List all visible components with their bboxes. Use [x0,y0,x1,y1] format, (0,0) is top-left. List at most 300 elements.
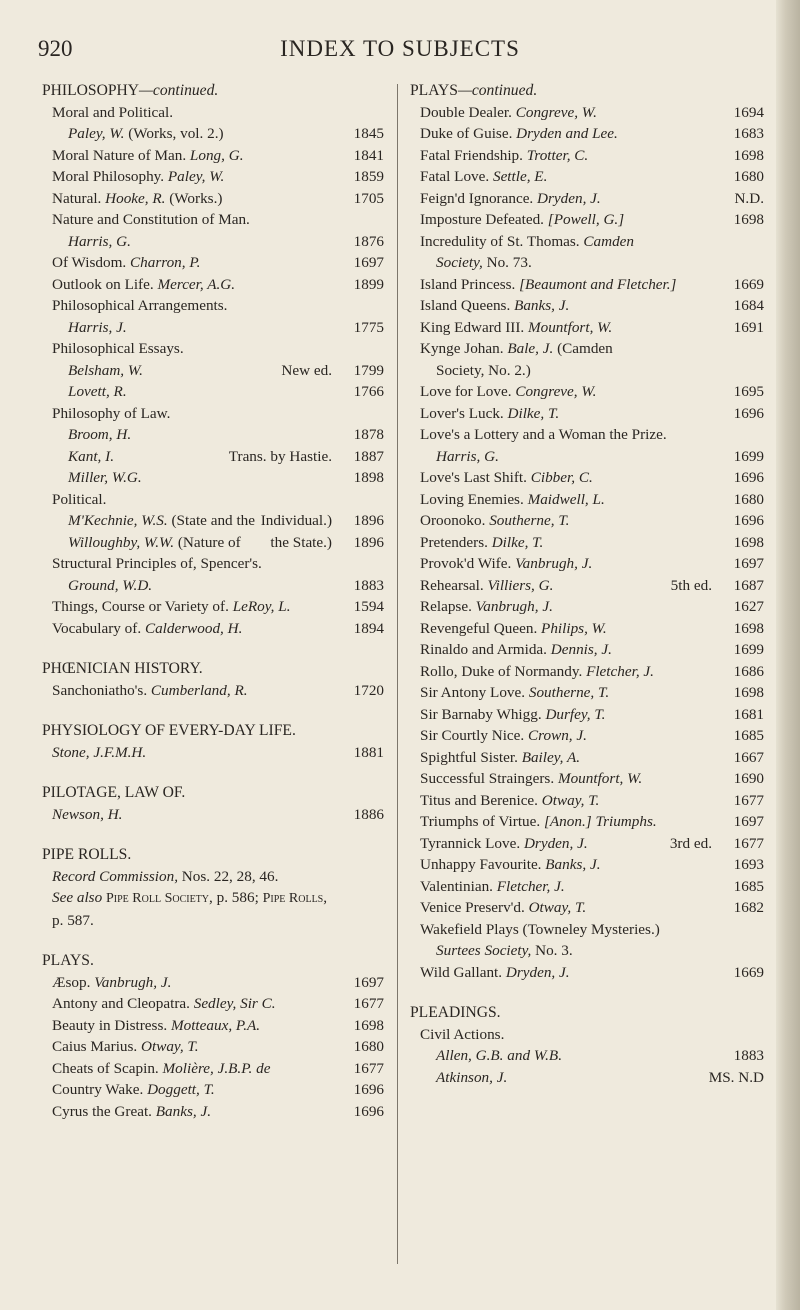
section-heading-pipe-rolls: PIPE ROLLS. [42,846,132,863]
index-entry [410,102,764,124]
entry-date: 1886 [353,805,384,823]
entry-note: (Works, vol. 2.) [124,125,224,142]
index-entry [42,510,384,532]
entry-date: 1669 [733,275,764,293]
entries-plays [42,972,384,1123]
index-entry [42,274,384,296]
entry-author: [Beaumont and Fletcher.] [519,275,677,293]
index-entry [42,972,384,994]
entry-author: Cumberland, R. [150,681,248,699]
index-entry [42,532,384,554]
entry-title: Oroonoko. [420,512,490,529]
entry-title: King Edward III. [420,318,528,336]
entry-date: 1698 [733,684,764,701]
entry-author: Congreve, W. [515,383,597,400]
entry-date: 1667 [733,748,764,766]
index-entry [410,532,764,554]
entry-author: Otway, T. [541,791,600,809]
entry-date: 1878 [353,426,384,443]
entry-note: (Works.) [165,189,223,207]
entry-author: Broom, H. [68,426,132,443]
entry-author: Philips, W. [541,619,607,637]
index-entry [42,742,384,764]
entry-title: Triumphs of Virtue. [420,813,544,830]
entry-title: Lover's Luck. [420,404,508,422]
entry-title: Beauty in Distress. [52,1016,171,1034]
entry-title: Spightful Sister. [420,748,522,766]
section-heading-phoenician-history: PHŒNICIAN HISTORY. [42,660,203,677]
entry-title: Island Princess. [420,275,520,293]
index-entry [410,682,764,704]
entry-date: 1697 [353,254,384,271]
entry-note: the State.) [270,533,332,551]
entry-author: Camden [583,232,635,250]
entry-author: Dilke, T. [491,533,544,551]
index-entry [42,1058,384,1080]
entry-date: 1705 [353,189,384,207]
entry-title: Pretenders. [420,533,492,551]
entry-title: Philosophical Essays. [52,340,184,357]
index-entry [42,252,384,274]
entries-pleadings [410,1024,764,1089]
entry-title: Rollo, Duke of Normandy. [420,662,587,680]
entry-author: [Anon.] Triumphs. [543,813,657,830]
entry-title: Tyrannick Love. [420,834,524,852]
entry-title: Feign'd Ignorance. [420,189,538,207]
entry-title: Nature and Constitution of Man. [52,211,250,228]
entry-title: Provok'd Wife. [420,555,516,572]
left-column [42,80,384,1122]
entry-date: 1687 [733,576,764,594]
entry-date: 1696 [733,469,764,486]
entry-author: Belsham, W. [68,361,143,379]
entry-date: 1696 [353,1081,384,1098]
index-entry [42,993,384,1015]
entry-date: 1775 [353,318,384,336]
index-entry [410,446,764,468]
index-entry [410,403,764,425]
entry-author: Mercer, A.G. [157,275,236,293]
index-entry [410,489,764,511]
entry-author: Harris, G. [68,232,131,250]
entry-date: 1690 [733,770,764,787]
entry-author: Dryden, J. [537,189,601,207]
entry-date: 1694 [733,103,764,121]
entry-date: 1693 [733,856,764,873]
entry-author: Mountfort, W. [557,770,643,787]
entry-author: Sedley, Sir C. [193,995,276,1012]
index-entry [42,403,384,425]
index-entry [42,295,384,317]
entry-author: Dryden and Lee. [516,125,618,142]
entry-date: 1686 [733,662,764,680]
entry-title: Sanchoniatho's. [52,681,151,699]
entry-title: Philosophical Arrangements. [52,297,228,314]
entry-author: Doggett, T. [147,1081,215,1098]
index-entry [410,188,764,210]
entry-author: Dryden, J. [523,834,588,852]
entry-author: M'Kechnie, W.S. [68,512,168,529]
book-binding-edge [776,0,800,1310]
entry-date: 1841 [353,146,384,164]
entry-author: Bailey, A. [521,748,581,766]
entry-title: Natural. [52,189,106,207]
entry-title: Venice Preserv'd. [420,899,529,916]
index-entry [42,231,384,253]
entry-title: Loving Enemies. [420,490,528,508]
index-entry [42,102,384,124]
entry-date: 1698 [733,533,764,551]
entry-date: 1799 [353,361,384,379]
index-entry [410,747,764,769]
entry-title: Valentinian. [420,877,497,895]
index-entry [410,145,764,167]
index-entry [410,1045,764,1067]
entry-date: 1698 [733,619,764,637]
entry-note: No. 3. [531,942,573,959]
entry-date: 1677 [733,791,764,809]
entry-title: Imposture Defeated. [420,211,548,228]
entry-author: Vanbrugh, J. [515,555,593,572]
entry-note: 5th ed. [670,576,712,594]
column-divider [397,84,398,1264]
entry-date: 1898 [353,469,384,486]
entry-date: 1696 [733,512,764,529]
entry-author: Cibber, C. [530,469,593,486]
entries-physiology [42,742,384,764]
entry-title: Relapse. [420,598,476,615]
entry-author: Molière, J.B.P. de [162,1059,271,1077]
page-number: 920 [38,36,73,61]
entry-title: Wakefield Plays (Towneley Mysteries.) [420,920,660,938]
entry-date: 1681 [733,705,764,723]
entry-author: Settle, E. [492,168,548,185]
entry-date: 1881 [353,743,384,761]
entry-title: Kynge Johan. [420,340,508,357]
index-entry [410,295,764,317]
entry-author: Calderwood, H. [144,619,243,637]
entry-title: Wild Gallant. [420,963,506,981]
running-head: INDEX TO SUBJECTS [280,36,520,61]
entry-title: Of Wisdom. [52,254,130,271]
entry-date: 1894 [353,619,384,637]
entry-title: Moral Nature of Man. [52,146,190,164]
entry-title: Moral Philosophy. [52,168,168,185]
entry-date: 1697 [353,973,384,991]
entry-date: 1859 [353,168,384,185]
entry-title: Political. [52,490,107,508]
index-entry [410,704,764,726]
entry-author: Banks, J. [514,297,570,314]
index-entry [410,854,764,876]
entry-title: Double Dealer. [420,103,516,121]
index-entry [42,1015,384,1037]
entry-author: Dilke, T. [507,404,560,422]
index-entry [42,360,384,382]
entry-title: Sir Antony Love. [420,684,529,701]
entry-title: Sir Courtly Nice. [420,727,528,744]
entry-author: Vanbrugh, J. [94,973,172,991]
entry-title: Successful Straingers. [420,770,558,787]
entry-title: Rinaldo and Armida. [420,641,551,658]
index-entry [410,962,764,984]
entry-author: Maidwell, L. [527,490,605,508]
entry-date: 1680 [353,1038,384,1055]
entry-author: Stone, J.F.M.H. [52,743,147,761]
entry-date: 1696 [733,404,764,422]
entry-author: Hooke, R. [105,189,166,207]
section-heading-pilotage: PILOTAGE, LAW OF. [42,784,186,801]
section-heading-physiology: PHYSIOLOGY OF EVERY-DAY LIFE. [42,722,296,739]
index-entry [42,1079,384,1101]
index-entry [410,467,764,489]
index-entry [42,166,384,188]
index-entry [410,1067,764,1089]
entry-author: Charron, P. [130,254,201,271]
entry-title: Rehearsal. [420,576,488,594]
entry-author: Harris, G. [436,447,499,465]
index-entry [410,209,764,231]
entry-date: 1698 [733,211,764,228]
entry-title: Country Wake. [52,1081,148,1098]
entry-note: Trans. by Hastie. [228,447,332,465]
entry-title: Structural Principles of, Spencer's. [52,555,262,572]
entry-date: 1697 [733,555,764,572]
entry-date: 1896 [353,512,384,529]
index-entry [42,424,384,446]
entry-date: 1677 [353,995,384,1012]
index-entry [42,209,384,231]
section-heading-pleadings: PLEADINGS. [410,1004,501,1021]
entry-author: [Powell, G.] [547,211,625,228]
entries-philosophy [42,102,384,640]
entry-author: Long, G. [189,146,244,164]
entry-title: Cyrus the Great. [52,1102,156,1120]
entry-author: Miller, W.G. [68,469,142,486]
entry-author: Paley, W. [167,168,225,185]
entry-note: New ed. [281,361,332,379]
entry-date: 1845 [353,125,384,142]
section-heading-plays-continued: PLAYS—continued. [410,82,538,99]
entry-author: Ground, W.D. [68,576,153,594]
entry-date: 1766 [353,383,384,400]
entry-date: 1696 [353,1102,384,1120]
entry-date: 1699 [733,447,764,465]
entry-date: 1685 [733,877,764,895]
entry-title: Philosophy of Law. [52,404,171,422]
index-entry [410,381,764,403]
section-heading-philosophy: PHILOSOPHY—continued. [42,82,219,99]
entry-author: Banks, J. [545,856,601,873]
entry-author: LeRoy, L. [232,598,291,615]
entry-title: Love's Last Shift. [420,469,531,486]
entry-date: 1698 [733,146,764,164]
index-entry [410,123,764,145]
entry-author: Willoughby, W.W. [68,533,175,551]
entries-pilotage [42,804,384,826]
entry-note: (Camden [553,340,613,357]
index-entry [42,446,384,468]
index-entry [42,553,384,575]
entry-author: Surtees Society, [436,942,532,959]
right-column [410,80,764,1088]
entry-date: 1698 [353,1016,384,1034]
index-entry [42,467,384,489]
entries-plays-continued [410,102,764,984]
entry-date: 1685 [733,727,764,744]
index-entry [42,575,384,597]
entry-title: Fatal Love. [420,168,493,185]
entry-author: Dryden, J. [505,963,570,981]
entry-author: Atkinson, J. [436,1068,508,1086]
entry-author: Kant, I. [68,447,114,465]
index-entry [410,252,764,274]
entry-title: Civil Actions. [420,1025,505,1043]
entry-author: Newson, H. [52,805,123,823]
entry-date: 1594 [353,598,384,615]
entry-title: Outlook on Life. [52,275,158,293]
entry-date: 1682 [733,899,764,916]
entry-title: Sir Barnaby Whigg. [420,705,546,723]
entry-date: 1691 [733,318,764,336]
index-entry [410,338,764,360]
entry-author: Paley, W. [68,125,125,142]
index-entry [410,360,764,382]
index-entry [410,725,764,747]
index-entry [410,166,764,188]
entry-note: (State and the [167,512,256,529]
entry-date: 1627 [733,598,764,615]
entry-author: Bale, J. [507,340,554,357]
entry-date: 1883 [353,576,384,594]
entry-author: Harris, J. [68,318,127,336]
entry-title: Fatal Friendship. [420,146,527,164]
entry-author: Society, [436,254,483,271]
index-entry [42,1036,384,1058]
entry-author: Crown, J. [528,727,587,744]
entry-date: 1720 [353,681,384,699]
entry-author: Fletcher, J. [586,662,654,680]
entry-author: Trotter, C. [526,146,589,164]
entry-author: Southerne, T. [528,684,610,701]
entry-title: Antony and Cleopatra. [52,995,194,1012]
entry-author: Lovett, R. [68,383,127,400]
index-entry [410,424,764,446]
entry-date: 1683 [733,125,764,142]
entry-note: Individual.) [260,512,332,529]
index-entry [410,768,764,790]
index-entry [410,919,764,941]
index-entry [42,1101,384,1123]
index-entry [410,897,764,919]
entry-note: (Nature of [174,533,241,551]
entry-author: Congreve, W. [515,103,597,121]
entry-title: Love's a Lottery and a Woman the Prize. [420,426,667,443]
entry-title: Incredulity of St. Thomas. [420,232,584,250]
entry-title: Cheats of Scapin. [52,1059,163,1077]
index-entry [410,553,764,575]
entry-date: MS. N.D [708,1068,764,1086]
index-entry [42,188,384,210]
entry-date: 1677 [353,1059,384,1077]
index-entry [42,381,384,403]
entry-date: 1697 [733,813,764,830]
index-entry [410,811,764,833]
index-entry [42,804,384,826]
entry-date: 1876 [353,232,384,250]
pipe-rolls-see-also: See also Pipe Roll Society, p. 586; Pipe Rolls, p. 587. [52,889,328,929]
index-entry [42,317,384,339]
index-entry [410,940,764,962]
entry-title: Duke of Guise. [420,125,517,142]
entry-date: 1680 [733,490,764,508]
entry-author: Banks, J. [155,1102,212,1120]
entry-author: Durfey, T. [545,705,606,723]
index-entry [42,489,384,511]
entry-title: Æsop. [52,973,95,991]
entry-date: N.D. [734,189,764,207]
entry-author: Motteaux, P.A. [170,1016,261,1034]
entry-note: 3rd ed. [669,834,712,852]
index-entry [410,596,764,618]
index-entry [42,338,384,360]
entry-author: Allen, G.B. and W.B. [436,1047,562,1064]
entry-date: 1677 [733,834,764,852]
entry-title: Unhappy Favourite. [420,856,546,873]
entry-date: 1669 [733,963,764,981]
entry-title: Titus and Berenice. [420,791,542,809]
entry-title: Caius Marius. [52,1038,142,1055]
index-entry [410,317,764,339]
entry-author: Fletcher, J. [496,877,565,895]
entry-note: Society, No. 2.) [436,361,531,379]
index-entry [410,661,764,683]
index-entry [42,145,384,167]
entry-date: 1680 [733,168,764,185]
index-entry [410,231,764,253]
index-entry [410,790,764,812]
index-entry [410,575,764,597]
entry-author: Otway, T. [528,899,587,916]
entry-author: Southerne, T. [489,512,570,529]
index-entry [410,510,764,532]
entry-author: Mountfort, W. [527,318,613,336]
entry-title: Moral and Political. [52,103,174,121]
index-entry [42,680,384,702]
index-entry [410,1024,764,1046]
index-entry [42,618,384,640]
index-entry [410,833,764,855]
entry-title: Love for Love. [420,383,516,400]
index-entry [42,596,384,618]
index-entry [410,274,764,296]
index-entry [410,876,764,898]
index-entry [410,639,764,661]
entries-phoenician-history [42,680,384,702]
index-entry [42,123,384,145]
entry-title: Vocabulary of. [52,619,145,637]
entry-date: 1896 [353,533,384,551]
entry-title: Things, Course or Variety of. [52,598,233,615]
section-heading-plays: PLAYS. [42,952,94,969]
entry-title: Revengeful Queen. [420,619,542,637]
entry-date: 1887 [353,447,384,465]
entry-date: 1883 [733,1047,764,1064]
entry-date: 1684 [733,297,764,314]
entry-note: No. 73. [482,254,532,271]
entry-date: 1695 [733,383,764,400]
entry-author: Dennis, J. [550,641,612,658]
